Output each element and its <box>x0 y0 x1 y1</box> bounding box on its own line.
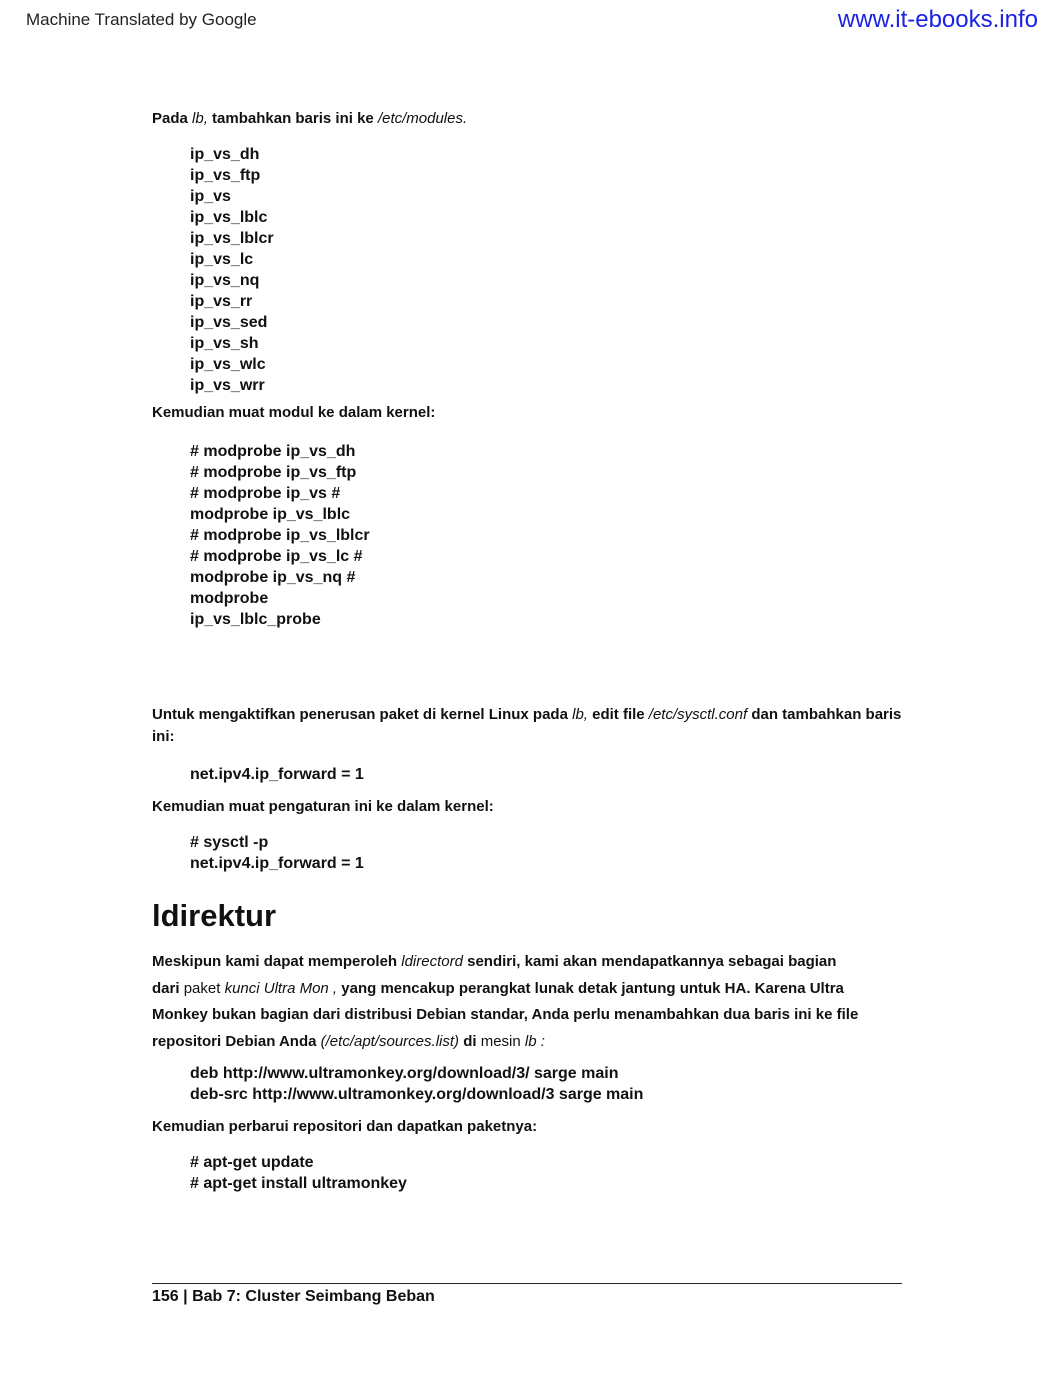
module-line: ip_vs_ftp <box>190 167 261 184</box>
update-text: Kemudian perbarui repositori dan dapatkan paketnya: <box>152 1118 538 1135</box>
sysctl-line: net.ipv4.ip_forward = 1 <box>190 855 364 872</box>
modprobe-line: # modprobe ip_vs_dh <box>190 443 356 460</box>
ldirector-paragraph: Meskipun kami dapat memperoleh ldirectord sendiri, kami akan mendapatkannya sebagai bagian dari paket kunci Ultra Mon , yang mencakup perangkat lunak detak jantung untuk HA. Karena Ultra Monkey bukan bagian dari distribusi Debian standar, Anda perlu menambahkan dua baris ini ke file repositori Debian Anda (/etc/apt/sources.list) di mesin lb : <box>152 953 859 1050</box>
sysctl-line: # sysctl -p <box>190 834 269 851</box>
module-line: ip_vs_nq <box>190 272 260 289</box>
machine-translated-label: Machine Translated by Google <box>26 10 257 29</box>
modules-list <box>190 144 274 396</box>
modprobe-line: # modprobe ip_vs_lc # <box>190 548 363 565</box>
modprobe-line: # modprobe ip_vs_ftp <box>190 464 357 481</box>
page-footer: 156 | Bab 7: Cluster Seimbang Beban <box>152 1288 435 1305</box>
module-line: ip_vs_lblcr <box>190 230 274 247</box>
modprobe-line: modprobe ip_vs_lblc <box>190 506 351 523</box>
modprobe-line: # modprobe ip_vs # <box>190 485 341 502</box>
module-line: ip_vs_sed <box>190 314 268 331</box>
modprobe-line: modprobe ip_vs_nq # <box>190 569 356 586</box>
module-line: ip_vs_wrr <box>190 377 265 394</box>
apt-line: # apt-get update <box>190 1154 314 1171</box>
deb-block <box>190 1063 643 1105</box>
module-line: ip_vs <box>190 188 231 205</box>
modprobe-block <box>190 441 370 630</box>
intro-paragraph: Pada lb, tambahkan baris ini ke /etc/modules. <box>152 110 468 127</box>
apt-block <box>190 1152 407 1194</box>
ip-forward-line: net.ipv4.ip_forward = 1 <box>190 766 364 783</box>
module-line: ip_vs_dh <box>190 146 260 163</box>
module-line: ip_vs_sh <box>190 335 259 352</box>
sysctl-block <box>190 832 364 874</box>
load-modules-text: Kemudian muat modul ke dalam kernel: <box>152 404 436 421</box>
apt-line: # apt-get install ultramonkey <box>190 1175 407 1192</box>
modprobe-line: modprobe <box>190 590 269 607</box>
footer-divider <box>152 1283 902 1284</box>
section-heading: ldirektur <box>152 898 277 933</box>
modprobe-line: # modprobe ip_vs_lblcr <box>190 527 370 544</box>
deb-line: deb-src http://www.ultramonkey.org/download/3 sarge main <box>190 1086 644 1103</box>
modprobe-line: ip_vs_lblc_probe <box>190 611 321 628</box>
module-line: ip_vs_rr <box>190 293 253 310</box>
forwarding-paragraph: Untuk mengaktifkan penerusan paket di kernel Linux pada lb, edit file /etc/sysctl.conf dan tambahkan baris ini: <box>152 706 902 745</box>
module-line: ip_vs_lc <box>190 251 254 268</box>
module-line: ip_vs_wlc <box>190 356 266 373</box>
site-link[interactable]: www.it-ebooks.info <box>837 6 1038 33</box>
load-settings-text: Kemudian muat pengaturan ini ke dalam kernel: <box>152 798 494 815</box>
deb-line: deb http://www.ultramonkey.org/download/3/ sarge main <box>190 1065 619 1082</box>
module-line: ip_vs_lblc <box>190 209 268 226</box>
